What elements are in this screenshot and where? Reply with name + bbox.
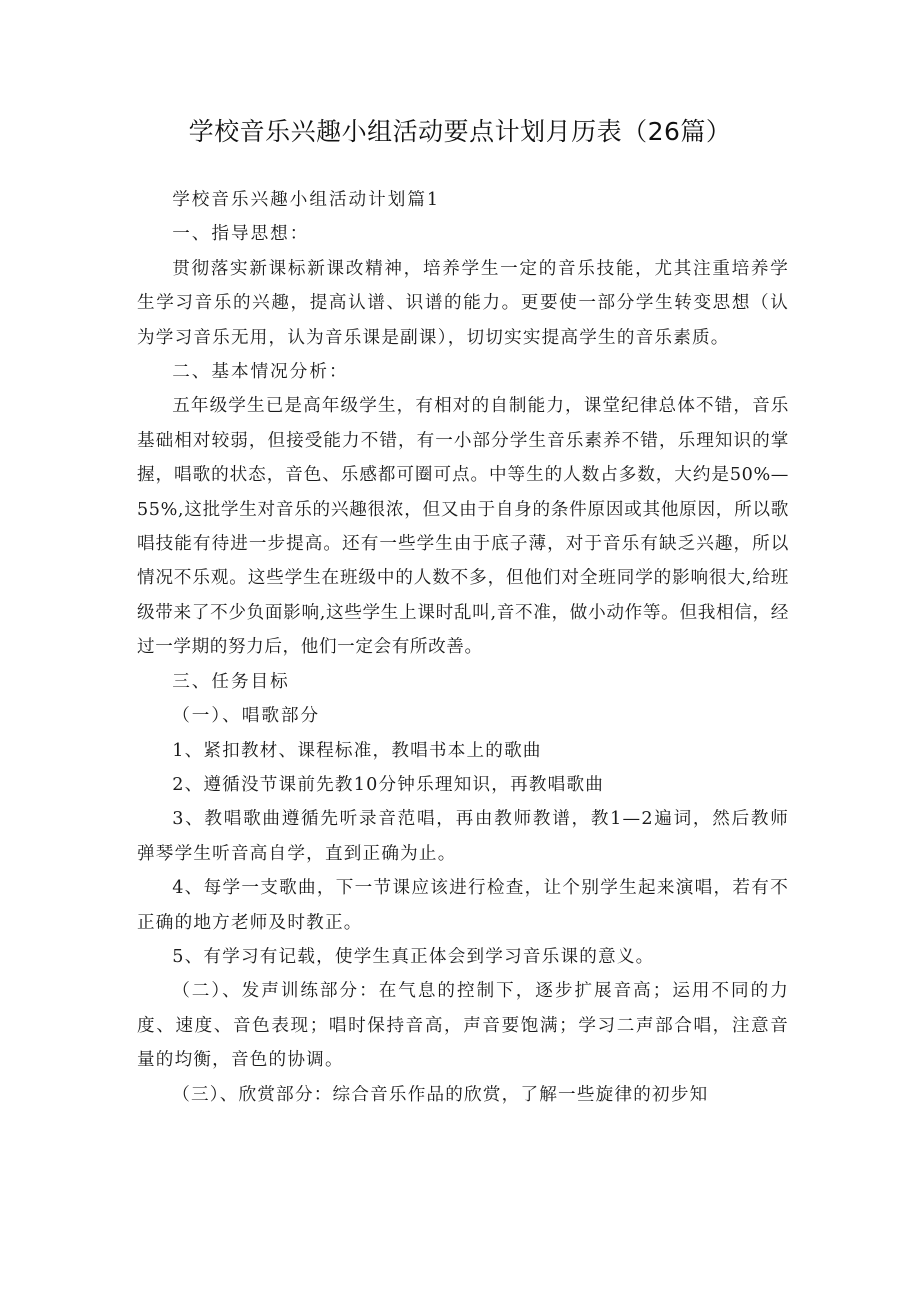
section-heading: 三、任务目标 xyxy=(172,671,290,692)
list-item: 3、教唱歌曲遵循先听录音范唱，再由教师教谱，教1—2遍词，然后教师弹琴学生听音高自学，直到正确为止。 xyxy=(137,809,789,864)
list-item: 5、有学习有记载，使学生真正体会到学习音乐课的意义。 xyxy=(172,946,655,967)
subsection-heading: （一）、唱歌部分 xyxy=(172,706,321,727)
list-item: 2、遵循没节课前先教10分钟乐理知识，再教唱歌曲 xyxy=(172,774,605,795)
section-heading: 学校音乐兴趣小组活动计划篇1 xyxy=(172,190,441,210)
paragraph: 贯彻落实新课标新课改精神，培养学生一定的音乐技能，尤其注重培养学生学习音乐的兴趣，提高认谱、识谱的能力。更要使一部分学生转变思想（认为学习音乐无用，认为音乐课是副课），切切实实提高学生的音乐素质。 xyxy=(137,258,789,348)
list-item: 4、每学一支歌曲，下一节课应该进行检查，让个别学生起来演唱，若有不正确的地方老师及时教正。 xyxy=(137,878,789,933)
section-heading: 二、基本情况分析： xyxy=(172,362,349,383)
document-body xyxy=(137,183,789,1112)
list-item: 1、紧扣教材、课程标准，教唱书本上的歌曲 xyxy=(172,740,542,761)
section-heading: 一、指导思想： xyxy=(172,224,310,245)
document-title: 学校音乐兴趣小组活动要点计划月历表（26篇） xyxy=(188,117,732,146)
paragraph: （二）、发声训练部分：在气息的控制下，逐步扩展音高；运用不同的力度、速度、音色表现；唱时保持音高，声音要饱满；学习二声部合唱，注意音量的均衡，音色的协调。 xyxy=(137,981,789,1071)
paragraph: 五年级学生已是高年级学生，有相对的自制能力，课堂纪律总体不错，音乐基础相对较弱，但接受能力不错，有一小部分学生音乐素养不错，乐理知识的掌握，唱歌的状态，音色、乐感都可圈可点。中等生的人数占多数，大约是50%—55%,这批学生对音乐的兴趣很浓，但又由于自身的条件原因或其他原因，所以歌唱技能有待进一步提高。还有一些学生由于底子薄，对于音乐有缺乏兴趣，所以情况不乐观。这些学生在班级中的人数不多，但他们对全班同学的影响很大,给班级带来了不少负面影响,这些学生上课时乱叫,音不准，做小动作等。但我相信，经过一学期的努力后，他们一定会有所改善。 xyxy=(137,396,789,658)
paragraph: （三）、欣赏部分：综合音乐作品的欣赏，了解一些旋律的初步知 xyxy=(172,1084,709,1105)
